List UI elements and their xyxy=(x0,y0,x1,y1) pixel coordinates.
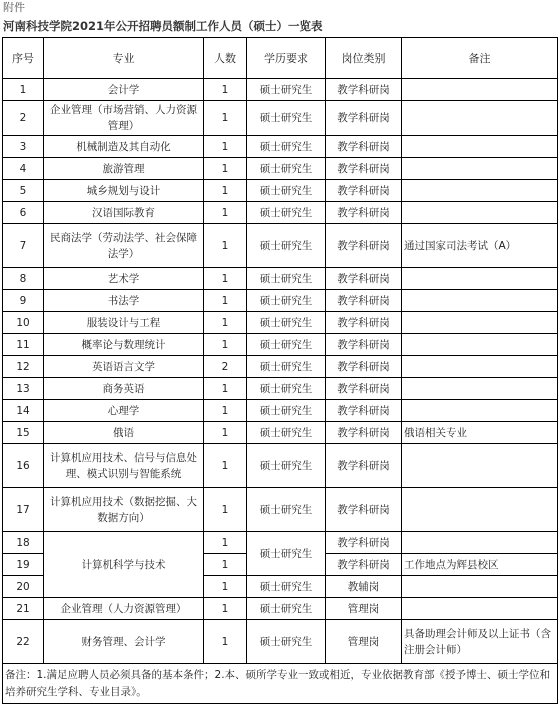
header-count: 人数 xyxy=(204,38,247,79)
cell-position: 教学科研岗 xyxy=(326,290,402,312)
cell-position: 教学科研岗 xyxy=(326,378,402,400)
cell-remark xyxy=(402,180,558,202)
table-header-row xyxy=(3,38,558,79)
cell-remark xyxy=(402,598,558,620)
cell-position: 教学科研岗 xyxy=(326,79,402,101)
cell-major: 会计学 xyxy=(44,79,204,101)
cell-seq: 14 xyxy=(3,400,44,422)
cell-education: 硕士研究生 xyxy=(247,444,326,488)
cell-position: 教学科研岗 xyxy=(326,532,402,554)
cell-remark xyxy=(402,444,558,488)
header-education: 学历要求 xyxy=(247,38,326,79)
table-row xyxy=(3,136,558,158)
cell-major: 汉语国际教育 xyxy=(44,202,204,224)
cell-education: 硕士研究生 xyxy=(247,101,326,136)
table-row xyxy=(3,422,558,444)
cell-count: 1 xyxy=(204,488,247,532)
cell-position: 教学科研岗 xyxy=(326,312,402,334)
cell-major: 英语语言文学 xyxy=(44,356,204,378)
cell-remark xyxy=(402,158,558,180)
cell-seq: 6 xyxy=(3,202,44,224)
table-row xyxy=(3,488,558,532)
cell-count: 1 xyxy=(204,312,247,334)
cell-major: 城乡规划与设计 xyxy=(44,180,204,202)
table-row xyxy=(3,400,558,422)
table-row xyxy=(3,101,558,136)
cell-position: 教学科研岗 xyxy=(326,554,402,576)
table-row xyxy=(3,312,558,334)
cell-remark: 工作地点为辉县校区 xyxy=(402,554,558,576)
cell-position: 教学科研岗 xyxy=(326,400,402,422)
cell-major: 企业管理（人力资源管理） xyxy=(44,598,204,620)
cell-remark xyxy=(402,101,558,136)
cell-position: 教学科研岗 xyxy=(326,488,402,532)
cell-education: 硕士研究生 xyxy=(247,224,326,268)
table-row xyxy=(3,224,558,268)
cell-major: 民商法学（劳动法学、社会保障法学） xyxy=(44,224,204,268)
cell-remark xyxy=(402,334,558,356)
cell-remark xyxy=(402,356,558,378)
cell-major: 艺术学 xyxy=(44,268,204,290)
cell-education: 硕士研究生 xyxy=(247,378,326,400)
page-title: 河南科技学院2021年公开招聘员额制工作人员（硕士）一览表 xyxy=(3,19,323,33)
cell-remark xyxy=(402,136,558,158)
cell-remark xyxy=(402,202,558,224)
cell-education: 硕士研究生 xyxy=(247,488,326,532)
cell-seq: 18 xyxy=(3,532,44,554)
cell-education: 硕士研究生 xyxy=(247,400,326,422)
cell-seq: 9 xyxy=(3,290,44,312)
cell-count: 1 xyxy=(204,400,247,422)
cell-major: 计算机应用技术、信号与信息处理、模式识别与智能系统 xyxy=(44,444,204,488)
cell-position: 管理岗 xyxy=(326,598,402,620)
cell-seq: 2 xyxy=(3,101,44,136)
header-remark: 备注 xyxy=(402,38,558,79)
header-position: 岗位类别 xyxy=(326,38,402,79)
cell-count: 1 xyxy=(204,444,247,488)
cell-education: 硕士研究生 xyxy=(247,598,326,620)
cell-education: 硕士研究生 xyxy=(247,620,326,664)
cell-education: 硕士研究生 xyxy=(247,202,326,224)
cell-remark xyxy=(402,79,558,101)
cell-remark: 俄语相关专业 xyxy=(402,422,558,444)
cell-major: 企业管理（市场营销、人力资源管理） xyxy=(44,101,204,136)
cell-count: 1 xyxy=(204,554,247,576)
table-row xyxy=(3,290,558,312)
table-note: 备注：1.满足应聘人员必须具备的基本条件；2.本、硕所学专业一致或相近，专业依据教育部《授予博士、硕士学位和培养研究生学科、专业目录》。 xyxy=(3,664,558,704)
cell-remark xyxy=(402,312,558,334)
cell-position: 教学科研岗 xyxy=(326,422,402,444)
table-row xyxy=(3,79,558,101)
cell-count: 1 xyxy=(204,378,247,400)
cell-major: 计算机科学与技术 xyxy=(44,532,204,598)
cell-position: 教学科研岗 xyxy=(326,202,402,224)
cell-count: 1 xyxy=(204,268,247,290)
cell-remark xyxy=(402,268,558,290)
table-row xyxy=(3,268,558,290)
cell-major: 俄语 xyxy=(44,422,204,444)
cell-education: 硕士研究生 xyxy=(247,312,326,334)
cell-major: 旅游管理 xyxy=(44,158,204,180)
table-row xyxy=(3,620,558,664)
table-row xyxy=(3,334,558,356)
cell-count: 1 xyxy=(204,136,247,158)
cell-seq: 7 xyxy=(3,224,44,268)
cell-position: 教学科研岗 xyxy=(326,224,402,268)
cell-education: 硕士研究生 xyxy=(247,268,326,290)
cell-remark: 通过国家司法考试（A） xyxy=(402,224,558,268)
cell-seq: 16 xyxy=(3,444,44,488)
cell-education: 硕士研究生 xyxy=(247,334,326,356)
cell-education: 硕士研究生 xyxy=(247,576,326,598)
cell-count: 1 xyxy=(204,180,247,202)
cell-education: 硕士研究生 xyxy=(247,532,326,576)
cell-position: 管理岗 xyxy=(326,620,402,664)
cell-education: 硕士研究生 xyxy=(247,79,326,101)
cell-count: 2 xyxy=(204,356,247,378)
cell-count: 1 xyxy=(204,422,247,444)
cell-seq: 1 xyxy=(3,79,44,101)
cell-remark: 具备助理会计师及以上证书（含注册会计师） xyxy=(402,620,558,664)
cell-count: 1 xyxy=(204,101,247,136)
table-row xyxy=(3,378,558,400)
header-major: 专业 xyxy=(44,38,204,79)
cell-position: 教辅岗 xyxy=(326,576,402,598)
cell-count: 1 xyxy=(204,334,247,356)
table-row xyxy=(3,356,558,378)
recruitment-table xyxy=(2,37,558,704)
cell-remark xyxy=(402,488,558,532)
table-row xyxy=(3,598,558,620)
cell-remark xyxy=(402,532,558,554)
cell-count: 1 xyxy=(204,532,247,554)
cell-remark xyxy=(402,378,558,400)
cell-major: 商务英语 xyxy=(44,378,204,400)
cell-count: 1 xyxy=(204,158,247,180)
cell-seq: 22 xyxy=(3,620,44,664)
table-row xyxy=(3,180,558,202)
cell-seq: 15 xyxy=(3,422,44,444)
cell-major: 计算机应用技术（数据挖掘、大数据方向） xyxy=(44,488,204,532)
cell-position: 教学科研岗 xyxy=(326,101,402,136)
cell-count: 1 xyxy=(204,224,247,268)
cell-seq: 20 xyxy=(3,576,44,598)
cell-major: 机械制造及其自动化 xyxy=(44,136,204,158)
table-row xyxy=(3,202,558,224)
cell-position: 教学科研岗 xyxy=(326,136,402,158)
cell-count: 1 xyxy=(204,620,247,664)
cell-seq: 3 xyxy=(3,136,44,158)
cell-seq: 19 xyxy=(3,554,44,576)
cell-seq: 4 xyxy=(3,158,44,180)
attachment-label: 附件 xyxy=(3,1,25,14)
table-row xyxy=(3,532,558,554)
cell-education: 硕士研究生 xyxy=(247,158,326,180)
cell-count: 1 xyxy=(204,598,247,620)
cell-remark xyxy=(402,400,558,422)
cell-major: 财务管理、会计学 xyxy=(44,620,204,664)
cell-education: 硕士研究生 xyxy=(247,422,326,444)
cell-position: 教学科研岗 xyxy=(326,334,402,356)
cell-seq: 13 xyxy=(3,378,44,400)
table-note-row xyxy=(3,664,558,704)
cell-seq: 10 xyxy=(3,312,44,334)
cell-remark xyxy=(402,576,558,598)
cell-education: 硕士研究生 xyxy=(247,180,326,202)
cell-count: 1 xyxy=(204,290,247,312)
cell-count: 1 xyxy=(204,202,247,224)
cell-remark xyxy=(402,290,558,312)
cell-seq: 12 xyxy=(3,356,44,378)
cell-education: 硕士研究生 xyxy=(247,356,326,378)
cell-major: 概率论与数理统计 xyxy=(44,334,204,356)
cell-position: 教学科研岗 xyxy=(326,180,402,202)
header-seq: 序号 xyxy=(3,38,44,79)
table-row xyxy=(3,444,558,488)
table-row xyxy=(3,158,558,180)
cell-count: 1 xyxy=(204,576,247,598)
cell-position: 教学科研岗 xyxy=(326,444,402,488)
cell-major: 服装设计与工程 xyxy=(44,312,204,334)
cell-seq: 5 xyxy=(3,180,44,202)
cell-education: 硕士研究生 xyxy=(247,136,326,158)
cell-seq: 17 xyxy=(3,488,44,532)
cell-position: 教学科研岗 xyxy=(326,356,402,378)
cell-seq: 11 xyxy=(3,334,44,356)
cell-position: 教学科研岗 xyxy=(326,158,402,180)
cell-count: 1 xyxy=(204,79,247,101)
cell-major: 书法学 xyxy=(44,290,204,312)
cell-education: 硕士研究生 xyxy=(247,290,326,312)
cell-seq: 8 xyxy=(3,268,44,290)
cell-position: 教学科研岗 xyxy=(326,268,402,290)
cell-seq: 21 xyxy=(3,598,44,620)
cell-major: 心理学 xyxy=(44,400,204,422)
